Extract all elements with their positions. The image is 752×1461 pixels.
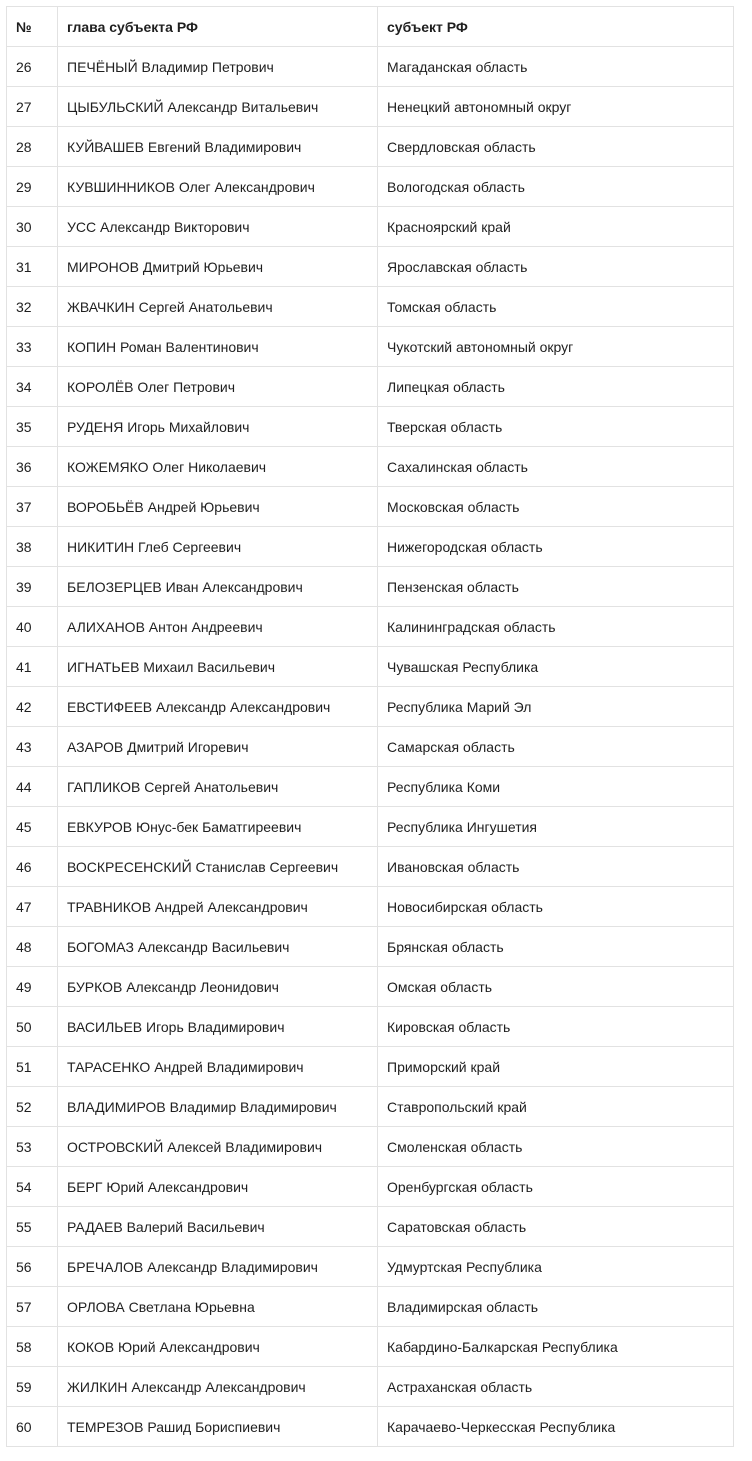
row-number-cell: 38 xyxy=(7,527,58,567)
head-name-cell: НИКИТИН Глеб Сергеевич xyxy=(58,527,378,567)
row-number-cell: 27 xyxy=(7,87,58,127)
row-number-cell: 55 xyxy=(7,1207,58,1247)
head-name-cell: БУРКОВ Александр Леонидович xyxy=(58,967,378,1007)
row-number-cell: 31 xyxy=(7,247,58,287)
row-number-cell: 43 xyxy=(7,727,58,767)
row-number-cell: 46 xyxy=(7,847,58,887)
subject-name-cell: Ставропольский край xyxy=(378,1087,734,1127)
table-row xyxy=(7,367,734,407)
row-number-cell: 50 xyxy=(7,1007,58,1047)
table-row xyxy=(7,1247,734,1287)
head-name-cell: ВОРОБЬЁВ Андрей Юрьевич xyxy=(58,487,378,527)
row-number-cell: 35 xyxy=(7,407,58,447)
subject-name-cell: Кабардино-Балкарская Республика xyxy=(378,1327,734,1367)
head-name-cell: БЕЛОЗЕРЦЕВ Иван Александрович xyxy=(58,567,378,607)
table-row xyxy=(7,407,734,447)
column-header-subject: субъект РФ xyxy=(378,7,734,47)
subject-name-cell: Саратовская область xyxy=(378,1207,734,1247)
table-header-row xyxy=(7,7,734,47)
column-header-head: глава субъекта РФ xyxy=(58,7,378,47)
head-name-cell: ТАРАСЕНКО Андрей Владимирович xyxy=(58,1047,378,1087)
subject-name-cell: Московская область xyxy=(378,487,734,527)
row-number-cell: 59 xyxy=(7,1367,58,1407)
table-row xyxy=(7,927,734,967)
head-name-cell: КОЖЕМЯКО Олег Николаевич xyxy=(58,447,378,487)
subject-name-cell: Ярославская область xyxy=(378,247,734,287)
row-number-cell: 37 xyxy=(7,487,58,527)
table-row xyxy=(7,967,734,1007)
table-row xyxy=(7,807,734,847)
table-body xyxy=(7,47,734,1447)
column-header-number: № xyxy=(7,7,58,47)
row-number-cell: 47 xyxy=(7,887,58,927)
row-number-cell: 39 xyxy=(7,567,58,607)
table-row xyxy=(7,687,734,727)
head-name-cell: ОРЛОВА Светлана Юрьевна xyxy=(58,1287,378,1327)
subject-name-cell: Владимирская область xyxy=(378,1287,734,1327)
table-row xyxy=(7,1207,734,1247)
subject-name-cell: Калининградская область xyxy=(378,607,734,647)
table-row xyxy=(7,847,734,887)
table-row xyxy=(7,1087,734,1127)
head-name-cell: РАДАЕВ Валерий Васильевич xyxy=(58,1207,378,1247)
table-row xyxy=(7,607,734,647)
head-name-cell: МИРОНОВ Дмитрий Юрьевич xyxy=(58,247,378,287)
table-row xyxy=(7,887,734,927)
head-name-cell: АЛИХАНОВ Антон Андреевич xyxy=(58,607,378,647)
table-row xyxy=(7,567,734,607)
subject-name-cell: Ненецкий автономный округ xyxy=(378,87,734,127)
table-row xyxy=(7,167,734,207)
head-name-cell: КОРОЛЁВ Олег Петрович xyxy=(58,367,378,407)
row-number-cell: 48 xyxy=(7,927,58,967)
subject-name-cell: Самарская область xyxy=(378,727,734,767)
row-number-cell: 36 xyxy=(7,447,58,487)
subject-name-cell: Тверская область xyxy=(378,407,734,447)
row-number-cell: 60 xyxy=(7,1407,58,1447)
table-row xyxy=(7,1407,734,1447)
table-row xyxy=(7,127,734,167)
table-row xyxy=(7,1327,734,1367)
subject-name-cell: Липецкая область xyxy=(378,367,734,407)
head-name-cell: КОПИН Роман Валентинович xyxy=(58,327,378,367)
row-number-cell: 28 xyxy=(7,127,58,167)
head-name-cell: ЖИЛКИН Александр Александрович xyxy=(58,1367,378,1407)
table-row xyxy=(7,727,734,767)
table-row xyxy=(7,527,734,567)
table-row xyxy=(7,47,734,87)
head-name-cell: ЕВКУРОВ Юнус-бек Баматгиреевич xyxy=(58,807,378,847)
row-number-cell: 40 xyxy=(7,607,58,647)
head-name-cell: ВЛАДИМИРОВ Владимир Владимирович xyxy=(58,1087,378,1127)
subject-name-cell: Чукотский автономный округ xyxy=(378,327,734,367)
row-number-cell: 41 xyxy=(7,647,58,687)
head-name-cell: КУЙВАШЕВ Евгений Владимирович xyxy=(58,127,378,167)
table-row xyxy=(7,447,734,487)
table-row xyxy=(7,487,734,527)
row-number-cell: 56 xyxy=(7,1247,58,1287)
subject-name-cell: Приморский край xyxy=(378,1047,734,1087)
row-number-cell: 26 xyxy=(7,47,58,87)
subject-name-cell: Кировская область xyxy=(378,1007,734,1047)
table-row xyxy=(7,1287,734,1327)
subject-name-cell: Астраханская область xyxy=(378,1367,734,1407)
table-row xyxy=(7,1127,734,1167)
row-number-cell: 42 xyxy=(7,687,58,727)
table-row xyxy=(7,1007,734,1047)
subject-name-cell: Республика Марий Эл xyxy=(378,687,734,727)
table-row xyxy=(7,247,734,287)
head-name-cell: БЕРГ Юрий Александрович xyxy=(58,1167,378,1207)
subject-name-cell: Свердловская область xyxy=(378,127,734,167)
subject-name-cell: Пензенская область xyxy=(378,567,734,607)
head-name-cell: ЖВАЧКИН Сергей Анатольевич xyxy=(58,287,378,327)
row-number-cell: 32 xyxy=(7,287,58,327)
head-name-cell: ПЕЧЁНЫЙ Владимир Петрович xyxy=(58,47,378,87)
head-name-cell: ОСТРОВСКИЙ Алексей Владимирович xyxy=(58,1127,378,1167)
subject-name-cell: Новосибирская область xyxy=(378,887,734,927)
subject-name-cell: Ивановская область xyxy=(378,847,734,887)
subject-name-cell: Оренбургская область xyxy=(378,1167,734,1207)
head-name-cell: УСС Александр Викторович xyxy=(58,207,378,247)
head-name-cell: ТЕМРЕЗОВ Рашид Бориспиевич xyxy=(58,1407,378,1447)
subject-name-cell: Вологодская область xyxy=(378,167,734,207)
row-number-cell: 57 xyxy=(7,1287,58,1327)
table-row xyxy=(7,767,734,807)
subject-name-cell: Нижегородская область xyxy=(378,527,734,567)
row-number-cell: 29 xyxy=(7,167,58,207)
row-number-cell: 51 xyxy=(7,1047,58,1087)
head-name-cell: ГАПЛИКОВ Сергей Анатольевич xyxy=(58,767,378,807)
subject-name-cell: Чувашская Республика xyxy=(378,647,734,687)
row-number-cell: 52 xyxy=(7,1087,58,1127)
head-name-cell: РУДЕНЯ Игорь Михайлович xyxy=(58,407,378,447)
head-name-cell: БОГОМАЗ Александр Васильевич xyxy=(58,927,378,967)
head-name-cell: КУВШИННИКОВ Олег Александрович xyxy=(58,167,378,207)
subject-name-cell: Смоленская область xyxy=(378,1127,734,1167)
head-name-cell: КОКОВ Юрий Александрович xyxy=(58,1327,378,1367)
row-number-cell: 58 xyxy=(7,1327,58,1367)
head-name-cell: БРЕЧАЛОВ Александр Владимирович xyxy=(58,1247,378,1287)
row-number-cell: 49 xyxy=(7,967,58,1007)
row-number-cell: 30 xyxy=(7,207,58,247)
table-row xyxy=(7,87,734,127)
subject-name-cell: Брянская область xyxy=(378,927,734,967)
table-row xyxy=(7,1167,734,1207)
subject-name-cell: Карачаево-Черкесская Республика xyxy=(378,1407,734,1447)
subject-name-cell: Красноярский край xyxy=(378,207,734,247)
table-row xyxy=(7,1047,734,1087)
table-row xyxy=(7,647,734,687)
table-row xyxy=(7,327,734,367)
subject-name-cell: Республика Ингушетия xyxy=(378,807,734,847)
head-name-cell: ВАСИЛЬЕВ Игорь Владимирович xyxy=(58,1007,378,1047)
subject-name-cell: Удмуртская Республика xyxy=(378,1247,734,1287)
row-number-cell: 34 xyxy=(7,367,58,407)
head-name-cell: ВОСКРЕСЕНСКИЙ Станислав Сергеевич xyxy=(58,847,378,887)
governors-table xyxy=(6,6,734,1447)
table-row xyxy=(7,287,734,327)
table-row xyxy=(7,207,734,247)
subject-name-cell: Томская область xyxy=(378,287,734,327)
head-name-cell: ЕВСТИФЕЕВ Александр Александрович xyxy=(58,687,378,727)
subject-name-cell: Омская область xyxy=(378,967,734,1007)
head-name-cell: ТРАВНИКОВ Андрей Александрович xyxy=(58,887,378,927)
row-number-cell: 45 xyxy=(7,807,58,847)
subject-name-cell: Республика Коми xyxy=(378,767,734,807)
table-row xyxy=(7,1367,734,1407)
subject-name-cell: Сахалинская область xyxy=(378,447,734,487)
row-number-cell: 54 xyxy=(7,1167,58,1207)
head-name-cell: ИГНАТЬЕВ Михаил Васильевич xyxy=(58,647,378,687)
row-number-cell: 44 xyxy=(7,767,58,807)
row-number-cell: 53 xyxy=(7,1127,58,1167)
head-name-cell: АЗАРОВ Дмитрий Игоревич xyxy=(58,727,378,767)
head-name-cell: ЦЫБУЛЬСКИЙ Александр Витальевич xyxy=(58,87,378,127)
subject-name-cell: Магаданская область xyxy=(378,47,734,87)
row-number-cell: 33 xyxy=(7,327,58,367)
